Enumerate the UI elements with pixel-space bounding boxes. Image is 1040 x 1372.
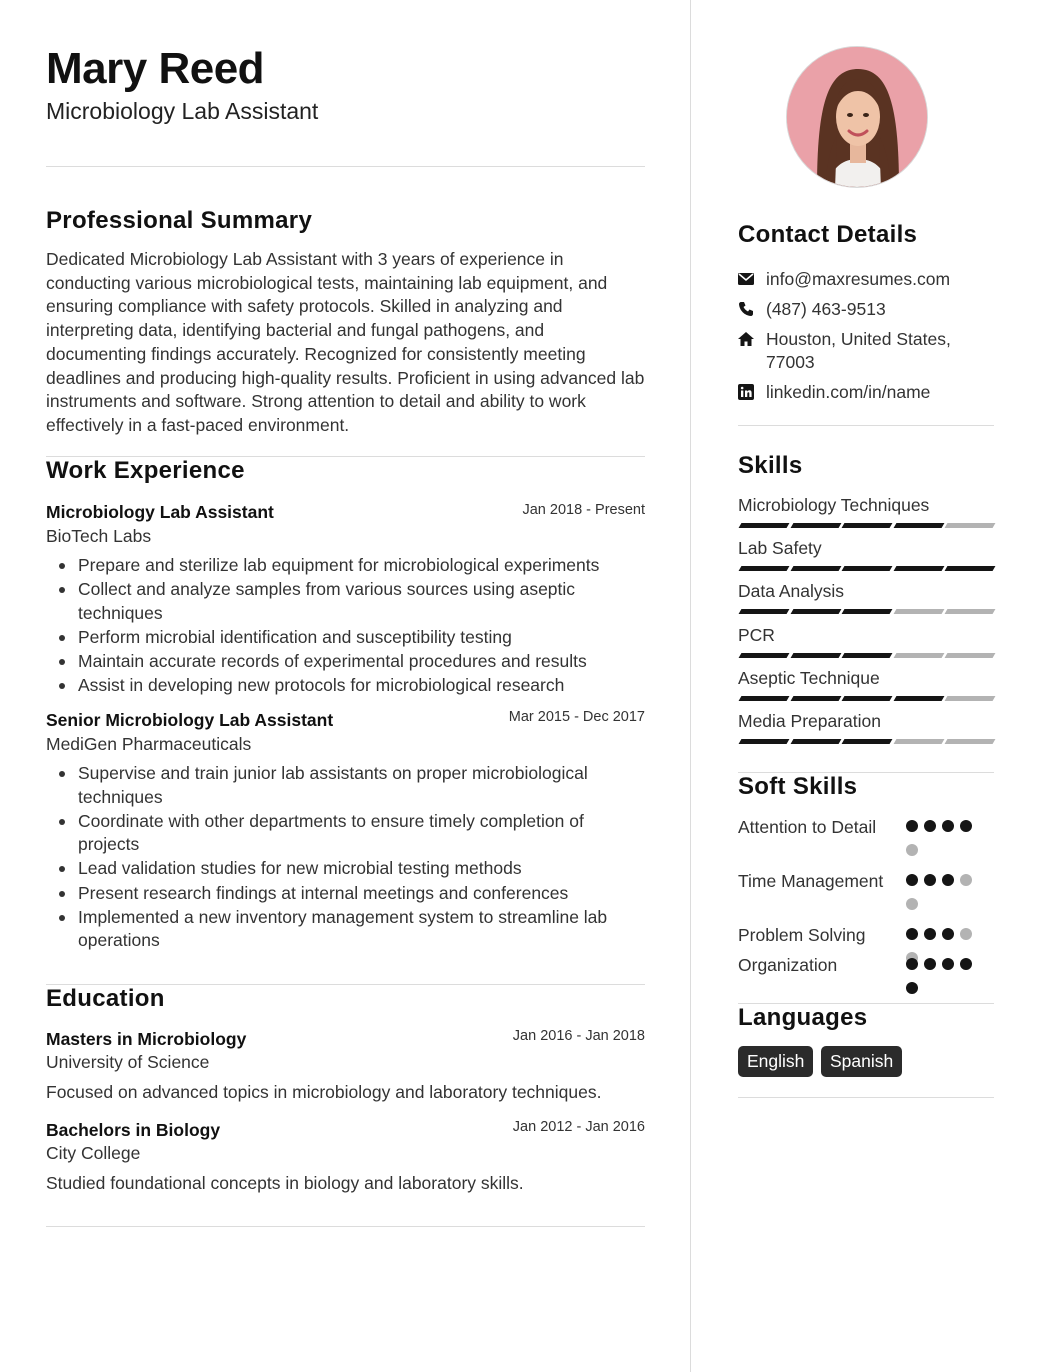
skill-label: Aseptic Technique bbox=[738, 668, 880, 688]
job-company: BioTech Labs bbox=[46, 526, 152, 546]
degree-description: Focused on advanced topics in microbiology and laboratory techniques. bbox=[46, 1082, 602, 1102]
skill-level-segment bbox=[739, 566, 790, 571]
skill-level-segment bbox=[790, 739, 841, 744]
experience-heading: Work Experience bbox=[46, 457, 245, 484]
language-tag: English bbox=[738, 1046, 813, 1077]
footer-divider bbox=[46, 1226, 645, 1227]
bullet-item: Maintain accurate records of experimental procedures and results bbox=[78, 650, 645, 674]
skill-level-segment bbox=[842, 566, 893, 571]
skill-level-segment bbox=[842, 523, 893, 528]
skill-level-segment bbox=[790, 653, 841, 658]
skill-level-segment bbox=[945, 609, 996, 614]
job-date: Jan 2018 - Present bbox=[522, 502, 645, 518]
skill-level-segment bbox=[893, 696, 944, 701]
job-bullets bbox=[78, 762, 645, 953]
skill-label: Microbiology Techniques bbox=[738, 495, 930, 515]
rating-dot bbox=[942, 874, 954, 886]
rating-dot bbox=[924, 928, 936, 940]
linkedin-icon bbox=[738, 384, 754, 400]
skill-label: Data Analysis bbox=[738, 581, 845, 601]
summary-heading: Professional Summary bbox=[46, 207, 313, 234]
phone-icon bbox=[738, 301, 754, 317]
skill-level-segment bbox=[842, 653, 893, 658]
bullet-item: Implemented a new inventory management system to streamline lab operations bbox=[78, 906, 645, 953]
school-name: University of Science bbox=[46, 1052, 210, 1072]
skill-level-segment bbox=[945, 523, 996, 528]
skill-level-segment bbox=[790, 609, 841, 614]
rating-dot bbox=[924, 820, 936, 832]
soft-skill-label: Organization bbox=[738, 955, 838, 975]
skill-level-segment bbox=[945, 739, 996, 744]
candidate-title: Microbiology Lab Assistant bbox=[46, 98, 319, 124]
soft-skill-label: Time Management bbox=[738, 871, 884, 891]
rating-dot bbox=[942, 928, 954, 940]
email-link[interactable]: info@maxresumes.com bbox=[766, 269, 951, 289]
degree-date: Jan 2016 - Jan 2018 bbox=[512, 1028, 645, 1044]
bullet-item: Prepare and sterilize lab equipment for microbiological experiments bbox=[78, 554, 645, 578]
job-bullets bbox=[78, 554, 645, 698]
skill-level-segment bbox=[790, 566, 841, 571]
home-icon bbox=[738, 331, 754, 347]
skill-level-segment bbox=[739, 653, 790, 658]
skill-level-segment bbox=[893, 566, 944, 571]
rating-dot bbox=[924, 958, 936, 970]
header-divider bbox=[46, 166, 645, 167]
degree-title: Bachelors in Biology bbox=[46, 1120, 221, 1140]
rating-dot bbox=[906, 820, 918, 832]
rating-dot bbox=[960, 874, 972, 886]
skill-level-segment bbox=[790, 523, 841, 528]
skill-level-segment bbox=[842, 739, 893, 744]
avatar bbox=[786, 46, 928, 188]
rating-dot bbox=[906, 898, 918, 910]
school-name: City College bbox=[46, 1143, 141, 1163]
job-title: Senior Microbiology Lab Assistant bbox=[46, 710, 334, 730]
skill-level-segment bbox=[945, 696, 996, 701]
bullet-item: Coordinate with other departments to ensure timely completion of projects bbox=[78, 810, 645, 857]
portrait-illustration bbox=[787, 47, 928, 188]
skill-level-bar bbox=[738, 653, 994, 658]
rating-dot bbox=[906, 874, 918, 886]
skill-level-segment bbox=[739, 739, 790, 744]
rating-dot bbox=[960, 928, 972, 940]
rating-dot bbox=[906, 844, 918, 856]
bullet-item: Lead validation studies for new microbial testing methods bbox=[78, 857, 645, 881]
languages-heading: Languages bbox=[738, 1004, 868, 1031]
bullet-item: Assist in developing new protocols for microbiological research bbox=[78, 674, 645, 698]
bullet-item: Perform microbial identification and susceptibility testing bbox=[78, 626, 645, 650]
degree-date: Jan 2012 - Jan 2016 bbox=[512, 1119, 645, 1135]
skill-level-segment bbox=[842, 696, 893, 701]
bullet-item: Supervise and train junior lab assistants on proper microbiological techniques bbox=[78, 762, 645, 809]
skill-label: PCR bbox=[738, 625, 775, 645]
skill-level-segment bbox=[739, 523, 790, 528]
rating-dot bbox=[942, 820, 954, 832]
envelope-icon bbox=[738, 271, 754, 287]
soft-skill-label: Attention to Detail bbox=[738, 817, 877, 837]
skill-level-segment bbox=[893, 653, 944, 658]
skills-heading: Skills bbox=[738, 452, 803, 479]
section-divider bbox=[738, 425, 994, 426]
job-date: Mar 2015 - Dec 2017 bbox=[508, 709, 645, 725]
skill-level-segment bbox=[945, 566, 996, 571]
skill-level-bar bbox=[738, 739, 994, 744]
rating-dot bbox=[960, 820, 972, 832]
soft-skill-label: Problem Solving bbox=[738, 925, 866, 945]
rating-dot bbox=[906, 958, 918, 970]
skill-level-bar bbox=[738, 696, 994, 701]
phone-number: (487) 463-9513 bbox=[766, 299, 886, 319]
skill-level-segment bbox=[893, 739, 944, 744]
skill-level-bar bbox=[738, 609, 994, 614]
education-heading: Education bbox=[46, 985, 165, 1012]
language-tag: Spanish bbox=[821, 1046, 902, 1077]
rating-dot bbox=[906, 982, 918, 994]
skill-level-segment bbox=[945, 653, 996, 658]
linkedin-link[interactable]: linkedin.com/in/name bbox=[766, 382, 931, 402]
soft-skills-heading: Soft Skills bbox=[738, 773, 858, 800]
address-text: Houston, United States, 77003 bbox=[766, 329, 951, 372]
job-company: MediGen Pharmaceuticals bbox=[46, 734, 252, 754]
skill-label: Lab Safety bbox=[738, 538, 822, 558]
rating-dot bbox=[942, 958, 954, 970]
summary-text: Dedicated Microbiology Lab Assistant with 3 years of experience in conducting various microbiological tests, maintaining lab equipment, and ensuring compliance with safety protocols. Skilled in analyzing and interpreting data, identifying bacterial and fungal pathogens, and documenting findings accurately. Recognized for consistently meeting deadlines and producing high-quality results. Proficient in using advanced lab instruments and software. Strong attention to detail and ability to work effectively in a fast-paced environment. bbox=[46, 249, 645, 435]
rating-dot bbox=[906, 928, 918, 940]
skill-level-segment bbox=[893, 523, 944, 528]
skill-level-segment bbox=[790, 696, 841, 701]
skill-level-bar bbox=[738, 566, 994, 571]
degree-title: Masters in Microbiology bbox=[46, 1029, 247, 1049]
skill-level-segment bbox=[842, 609, 893, 614]
column-divider bbox=[690, 0, 691, 1372]
footer-divider bbox=[738, 1097, 994, 1098]
skill-level-bar bbox=[738, 523, 994, 528]
skill-label: Media Preparation bbox=[738, 711, 881, 731]
bullet-item: Present research findings at internal meetings and conferences bbox=[78, 882, 645, 906]
bullet-item: Collect and analyze samples from various sources using aseptic techniques bbox=[78, 578, 645, 625]
skill-level-segment bbox=[739, 609, 790, 614]
job-title: Microbiology Lab Assistant bbox=[46, 502, 274, 522]
rating-dot bbox=[960, 958, 972, 970]
skill-level-segment bbox=[893, 609, 944, 614]
contact-heading: Contact Details bbox=[738, 221, 918, 248]
degree-description: Studied foundational concepts in biology and laboratory skills. bbox=[46, 1173, 524, 1193]
candidate-name: Mary Reed bbox=[46, 44, 265, 93]
skill-level-segment bbox=[739, 696, 790, 701]
rating-dot bbox=[924, 874, 936, 886]
